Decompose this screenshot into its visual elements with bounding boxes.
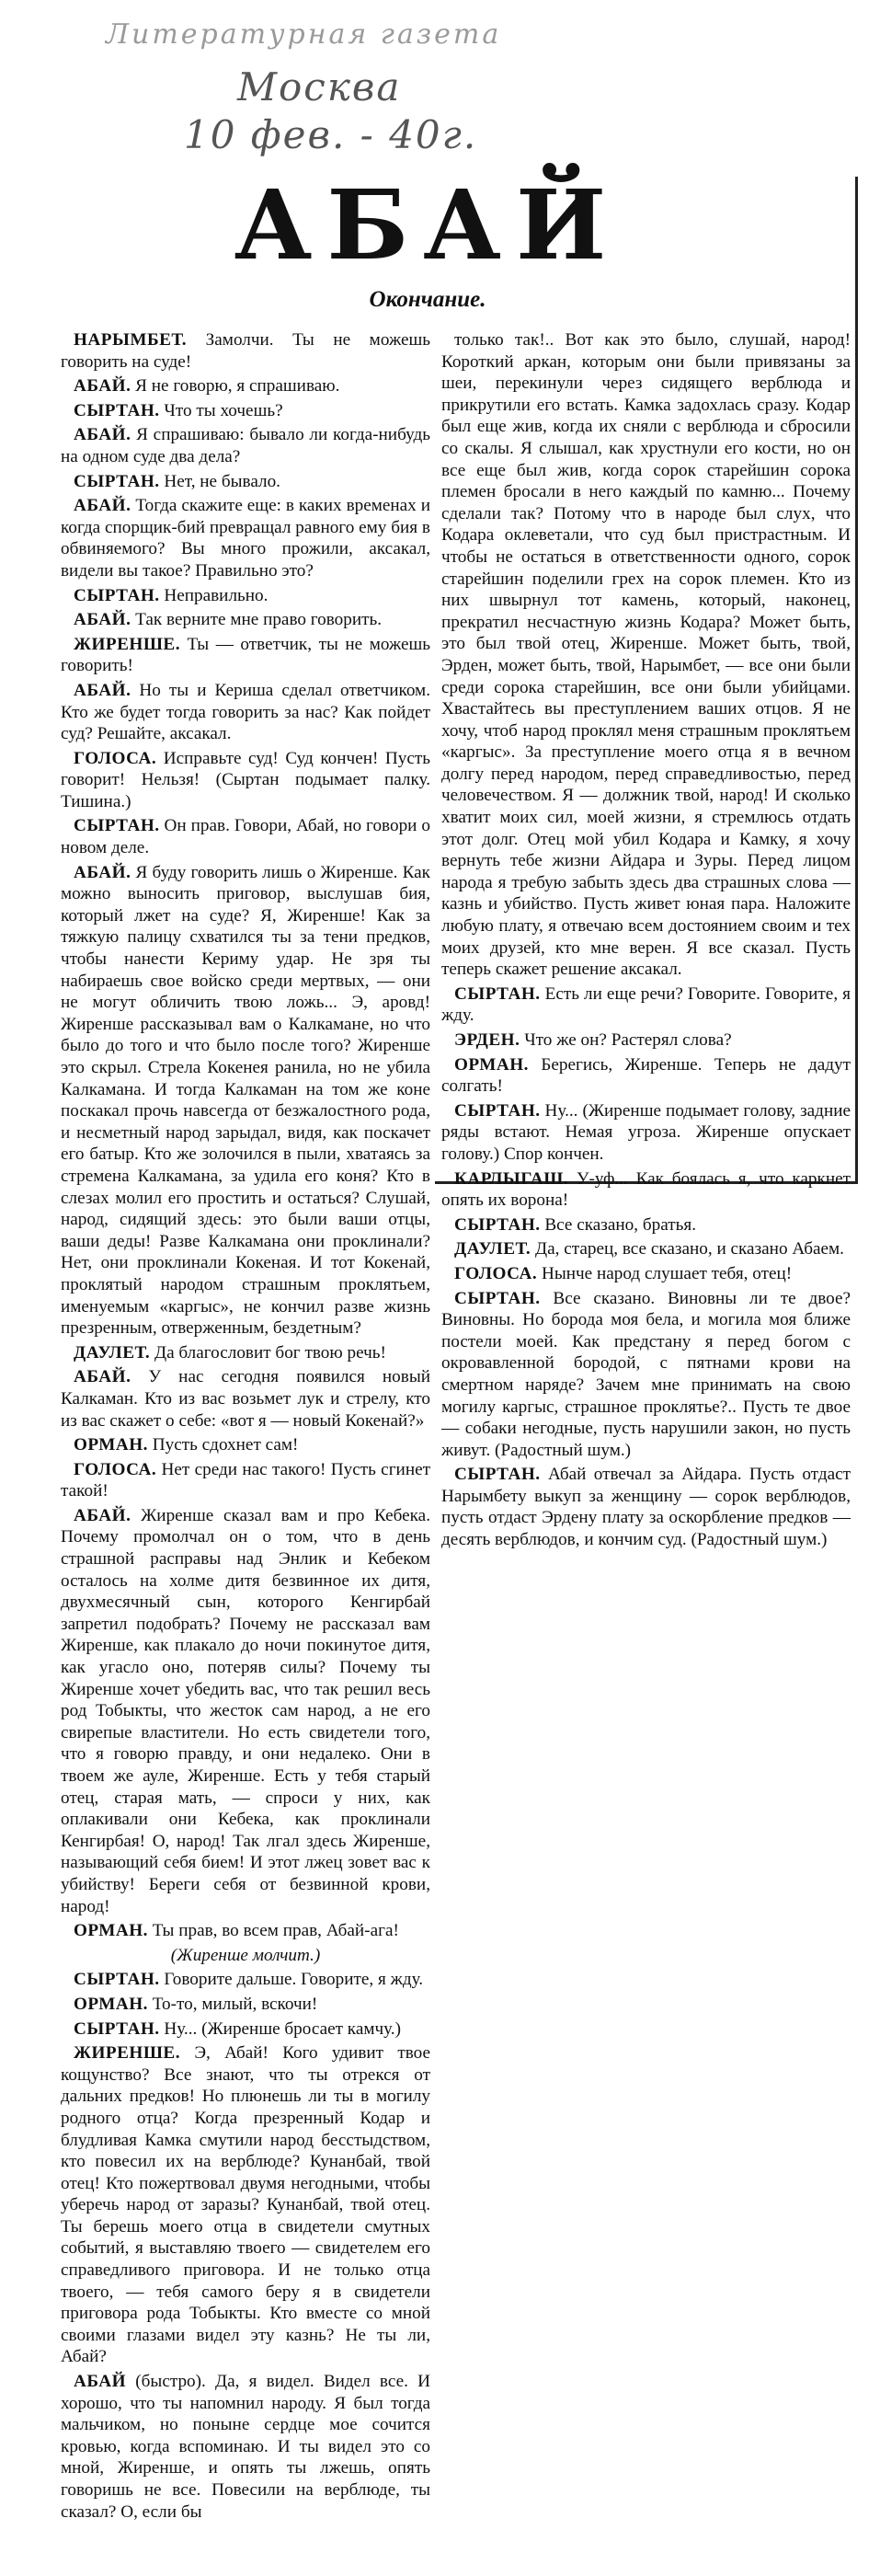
speaker-name: СЫРТАН. [74, 400, 160, 420]
speaker-name: СЫРТАН. [74, 471, 160, 491]
speaker-name: СЫРТАН. [454, 1214, 541, 1235]
dialogue-paragraph [61, 1969, 430, 1991]
dialogue-text: Э, Абай! Кого удивит твое кощунство? Все знают, что ты отрекся от дальних предков! Но плюнешь ли ты в могилу родного отца? Когда презренный Кодар и блудливая Камка смутили народ бесстыдством, кто повесил их на верблюде? Кунанбай, твой отец! Кто пожертвовал двумя негодными, чтобы уберечь народ от заразы? Кунанбай, твой отец. Ты берешь моего отца в свидетели смутных событий, я выставляю твоего — свидетелем его справедливого приговора. И не только отца твоего, — тебя самого беру я в свидетели приговора рода Тобыкты. Кто вместе со мной своими глазами видел эту казнь? Не ты ли, Абай? [61, 2043, 430, 2367]
dialogue-paragraph [61, 375, 430, 397]
speaker-name: КАРЛЫГАШ. [454, 1168, 569, 1189]
dialogue-paragraph [61, 2042, 430, 2368]
dialogue-paragraph [61, 1994, 430, 2016]
dialogue-paragraph [61, 609, 430, 631]
dialogue-paragraph [61, 495, 430, 581]
dialogue-paragraph [61, 815, 430, 858]
library-stamp: Литературная газета [106, 18, 502, 51]
dialogue-text: Есть ли еще речи? Говорите. Говорите, я жду. [441, 983, 851, 1026]
article-title: АБАЙ [234, 168, 622, 282]
column-rule-right [855, 177, 858, 1181]
speaker-name: АБАЙ. [74, 610, 131, 630]
dialogue-paragraph [61, 680, 430, 745]
dialogue-text: Но ты и Кериша сделал ответчиком. Кто же будет тогда говорить за нас? Как пойдет суд? Решайте, аксакал. [61, 680, 430, 744]
speaker-name: ДАУЛЕТ. [454, 1239, 531, 1259]
dialogue-text: Он прав. Говори, Абай, но говори о новом деле. [61, 816, 430, 858]
speaker-name: ГОЛОСА. [454, 1263, 538, 1283]
speaker-name: ДАУЛЕТ. [74, 1342, 151, 1363]
speaker-name: АБАЙ. [74, 862, 131, 882]
dialogue-text: Да, старец, все сказано, и сказано Абаем. [531, 1239, 844, 1259]
dialogue-text: Так верните мне право говорить. [131, 610, 383, 630]
handwritten-date: 10 фев. - 40г. [184, 112, 478, 157]
dialogue-paragraph [441, 1168, 851, 1212]
speaker-name: АБАЙ. [74, 425, 131, 445]
dialogue-paragraph [61, 1920, 430, 1942]
dialogue-paragraph [441, 1464, 851, 1550]
speaker-name: АБАЙ. [74, 376, 131, 397]
speaker-name: ГОЛОСА. [74, 1459, 157, 1479]
speaker-name: СЫРТАН. [74, 2018, 160, 2039]
speaker-name: ЭРДЕН. [454, 1030, 520, 1050]
speaker-name: ЖИРЕНШЕ. [74, 2043, 181, 2064]
dialogue-paragraph [61, 471, 430, 493]
dialogue-text: Что ты хочешь? [159, 400, 283, 420]
dialogue-paragraph [61, 2018, 430, 2041]
dialogue-paragraph [441, 1263, 851, 1285]
dialogue-paragraph [441, 1238, 851, 1260]
left-text-column [61, 329, 430, 2525]
speaker-name: СЫРТАН. [454, 1100, 541, 1121]
dialogue-paragraph [61, 585, 430, 607]
dialogue-text: Замолчи. Ты не можешь говорить на суде! [61, 330, 430, 372]
speaker-name: ОРМАН. [74, 1994, 148, 2014]
dialogue-text: Все сказано, братья. [540, 1214, 696, 1235]
dialogue-text: Что же он? Растерял слова? [520, 1030, 732, 1050]
dialogue-text: Я буду говорить лишь о Жиренше. Как можно выносить приговор, выслушав бия, который лжет на суде? Я, Жиренше! Как за тяжкую палицу схватился ты за тени предков, чтобы нанести Кериму удар. Не зря ты набираешь свое войско среди мертвых, — они не могут обличить твою ложь... Э, аровд! Жиренше рассказывал вам о Калкамане, но что было до того и что было после того? Жиренше это скрыл. Стрела Кокенея ранила, но не убила Калкамана. И тогда Калкаман на том же коне поскакал прочь навсегда от безжалостного рода, и несметный народ зарыдал, видя, как поскачет его батыр. Кто же золочился в пыли, хватаясь за стремена Калкамана, за удила его коня? Кто в слезах молил его простить и остаться? Слушай, народ, сидящий здесь: это были ваши отцы, ваши деды! Разве Калкамана они проклинали? Нет, они проклинали Кокеная. И тот Кокенай, проклятый народом страшным проклятьем, именуемым «каргыс», не кончил разве жизнь презренным, отверженным, бездетным? [61, 862, 430, 1339]
dialogue-paragraph [61, 1505, 430, 1917]
dialogue-text: только так!.. Вот как это было, слушай, народ! Короткий аркан, которым они были привязаны за шеи, перекинули через сидящего верблюда и прикрутили его встать. Камка задохлась сразу. Кодар был еще жив, когда их сняли с верблюда и сбросили со скалы. Я слышал, как хрустнули его кости, но он все еще был жив, когда сорок старейшин сорока племен бросали в него каждый по камню... Почему сделали так? Потому что в народе был слух, что Кодара оклеветали, что суд был пристрастным. И чтобы не остаться в ответственности одного, сорок старейшин поделили грех на сорок племен. Кто из них швырнул тот камень, который, наконец, прекратил несчастную жизнь Кодара? Может быть, это был твой отец, Жиренше. Может быть, твой, Эрден, может быть, твой, Нарымбет, — все они были среди сорока старейшин, все они были убийцами. Хвастайтесь вы преступлением ваших отцов. Я не хочу, чтоб народ проклял меня страшным проклятьем «каргыс». За преступление моего отца я в вечном долгу перед народом, перед справедливостью, перед человечеством. Я — должник твой, народ! И сколько хватит моих сил, моей жизни, я стремлюсь отдать этот долг. Отец мой убил Кодара и Камку, я хочу вернуть тебе жизни Айдара и Зуры. Перед лицом народа я требую забыть здесь два страшных слова — казнь и убийство. Пусть живет юная пара. Наложите любую плату, я отвечаю всем достоянием своим и тех моих друзей, кто мне верен. Я все сказал. Пусть теперь скажет решение аксакал. [441, 330, 851, 980]
article-subtitle: Окончание. [369, 287, 486, 312]
dialogue-paragraph [441, 1214, 851, 1236]
dialogue-text: Ты — ответчик, ты не можешь говорить! [61, 634, 430, 676]
dialogue-text: Говорите дальше. Говорите, я жду. [159, 1970, 424, 1990]
dialogue-text: Исправьте суд! Суд кончен! Пусть говорит! Нельзя! (Сыртан подымает палку. Тишина.) [61, 748, 430, 811]
dialogue-paragraph [61, 1945, 430, 1967]
dialogue-paragraph [61, 634, 430, 677]
dialogue-paragraph [61, 329, 430, 373]
speaker-name: ГОЛОСА. [74, 748, 157, 768]
dialogue-text: (Жиренше молчит.) [170, 1945, 321, 1965]
dialogue-text: Нет среди нас такого! Пусть сгинет такой! [61, 1459, 430, 1501]
dialogue-text: Ты прав, во всем прав, Абай-ага! [147, 1921, 399, 1941]
dialogue-text: Нынче народ слушает тебя, отец! [537, 1263, 793, 1283]
dialogue-text: Ну... (Жиренше бросает камчу.) [159, 2018, 401, 2039]
speaker-name: АБАЙ. [74, 680, 131, 700]
speaker-name: АБАЙ. [74, 1367, 131, 1387]
speaker-name: СЫРТАН. [454, 1288, 541, 1308]
dialogue-text: Да благословит бог твою речь! [150, 1342, 386, 1363]
right-text-column [441, 329, 851, 1554]
speaker-name: СЫРТАН. [454, 1465, 541, 1485]
dialogue-text: Тогда скажите еще: в каких временах и когда спорщик-бий превращал равного ему бия в обвиняемого? Вы много прожили, аксакал, видели вы такое? Правильно это? [61, 496, 430, 581]
dialogue-text: Все сказано. Виновны ли те двое? Виновны. Но борода моя бела, и могила моя ближе постели моей. Как предстану я перед богом с окровавленной бородой, с пятнами крови на смертном наряде? Зачем мне принимать на свою могилу каргыс, страшное проклятье?.. Пусть те двое — собаки негодные, пусть нарушили закон, но пусть живут. (Радостный шум.) [441, 1288, 851, 1460]
dialogue-paragraph [61, 1342, 430, 1364]
speaker-name: АБАЙ. [74, 1505, 131, 1525]
dialogue-paragraph [61, 862, 430, 1340]
speaker-name: ОРМАН. [454, 1054, 529, 1075]
speaker-name: АБАЙ [74, 2372, 127, 2392]
speaker-name: СЫРТАН. [74, 1970, 160, 1990]
dialogue-text: Абай отвечал за Айдара. Пусть отдаст Нарымбету выкуп за женщину — сорок верблюдов, пусть отдаст Эрдену плату за оскорбление предков — десять верблюдов, и кончим суд. (Радостный шум.) [441, 1465, 851, 1550]
dialogue-paragraph [441, 983, 851, 1027]
speaker-name: СЫРТАН. [74, 816, 160, 836]
dialogue-text: Пусть сдохнет сам! [147, 1435, 299, 1455]
dialogue-paragraph [441, 1054, 851, 1098]
dialogue-text: Берегись, Жиренше. Теперь не дадут солгать! [441, 1054, 851, 1097]
dialogue-paragraph [61, 1434, 430, 1456]
speaker-name: ОРМАН. [74, 1435, 148, 1455]
dialogue-paragraph [61, 1366, 430, 1432]
dialogue-paragraph [61, 1459, 430, 1502]
dialogue-text: То-то, милый, вскочи! [147, 1994, 318, 2014]
dialogue-text: Я не говорю, я спрашиваю. [131, 376, 340, 397]
dialogue-paragraph [441, 329, 851, 981]
dialogue-paragraph [441, 1288, 851, 1462]
dialogue-text: У нас сегодня появился новый Калкаман. Кто из вас возьмет лук и стрелу, кто из вас скажет о себе: «вот я — новый Кокенай?» [61, 1367, 430, 1431]
speaker-name: СЫРТАН. [454, 983, 541, 1004]
speaker-name: НАРЫМБЕТ. [74, 330, 188, 350]
dialogue-paragraph [441, 1029, 851, 1052]
dialogue-paragraph [61, 424, 430, 467]
speaker-name: ОРМАН. [74, 1921, 148, 1941]
dialogue-text: Ну... (Жиренше подымает голову, задние ряды встают. Немая угроза. Жиренше опускает голову.) Спор кончен. [441, 1100, 851, 1164]
handwritten-city: Москва [237, 64, 402, 109]
dialogue-paragraph [441, 1100, 851, 1166]
dialogue-text: Неправильно. [159, 585, 269, 605]
speaker-name: АБАЙ. [74, 496, 131, 516]
speaker-name: СЫРТАН. [74, 585, 160, 605]
dialogue-paragraph [61, 400, 430, 422]
dialogue-text: Нет, не бывало. [159, 471, 280, 491]
dialogue-text: Жиренше сказал вам и про Кебека. Почему промолчал он о том, что в день страшной расправы над Энлик и Кебеком осталось на холме дитя безвинное их дитя, двухмесячный сын, которого Кенгирбай запретил подобрать? Почему не рассказал вам Жиренше, как плакало до ночи покинутое дитя, как угасло оно, потеряв силы? Почему ты Жиренше хочет убедить вас, что так решил весь род Тобыкты, что жесток сам народ, а не его свирепые властители. Но есть свидетели того, что я говорю правду, и они недалеко. Они в твоем же ауле, Жиренше. Есть у тебя старый отец, старая мать, — спроси у них, как оплакивали они Кебека, как проклинали Кенгирбая! О, народ! Так лгал здесь Жиренше, называющий себя бием! И этот лжец зовет вас к убийству! Береги себя от безвинной крови, народ! [61, 1505, 430, 1916]
dialogue-text: Я спрашиваю: бывало ли когда-нибудь на одном суде два дела? [61, 425, 430, 466]
dialogue-text: У-уф... Как боялась я, что каркнет опять их ворона! [441, 1168, 851, 1211]
dialogue-text: (быстро). Да, я видел. Видел все. И хорошо, что ты напомнил народу. Я был тогда мальчиком, но поныне сердце мое сочится кровью, когда вспоминаю. И ты видел это со мной, Жиренше, и опять ты лжешь, опять говоришь не все. Повесили на верблюде, ты сказал? О, если бы [61, 2372, 430, 2522]
dialogue-paragraph [61, 748, 430, 813]
dialogue-paragraph [61, 2371, 430, 2523]
speaker-name: ЖИРЕНШЕ. [74, 634, 181, 654]
